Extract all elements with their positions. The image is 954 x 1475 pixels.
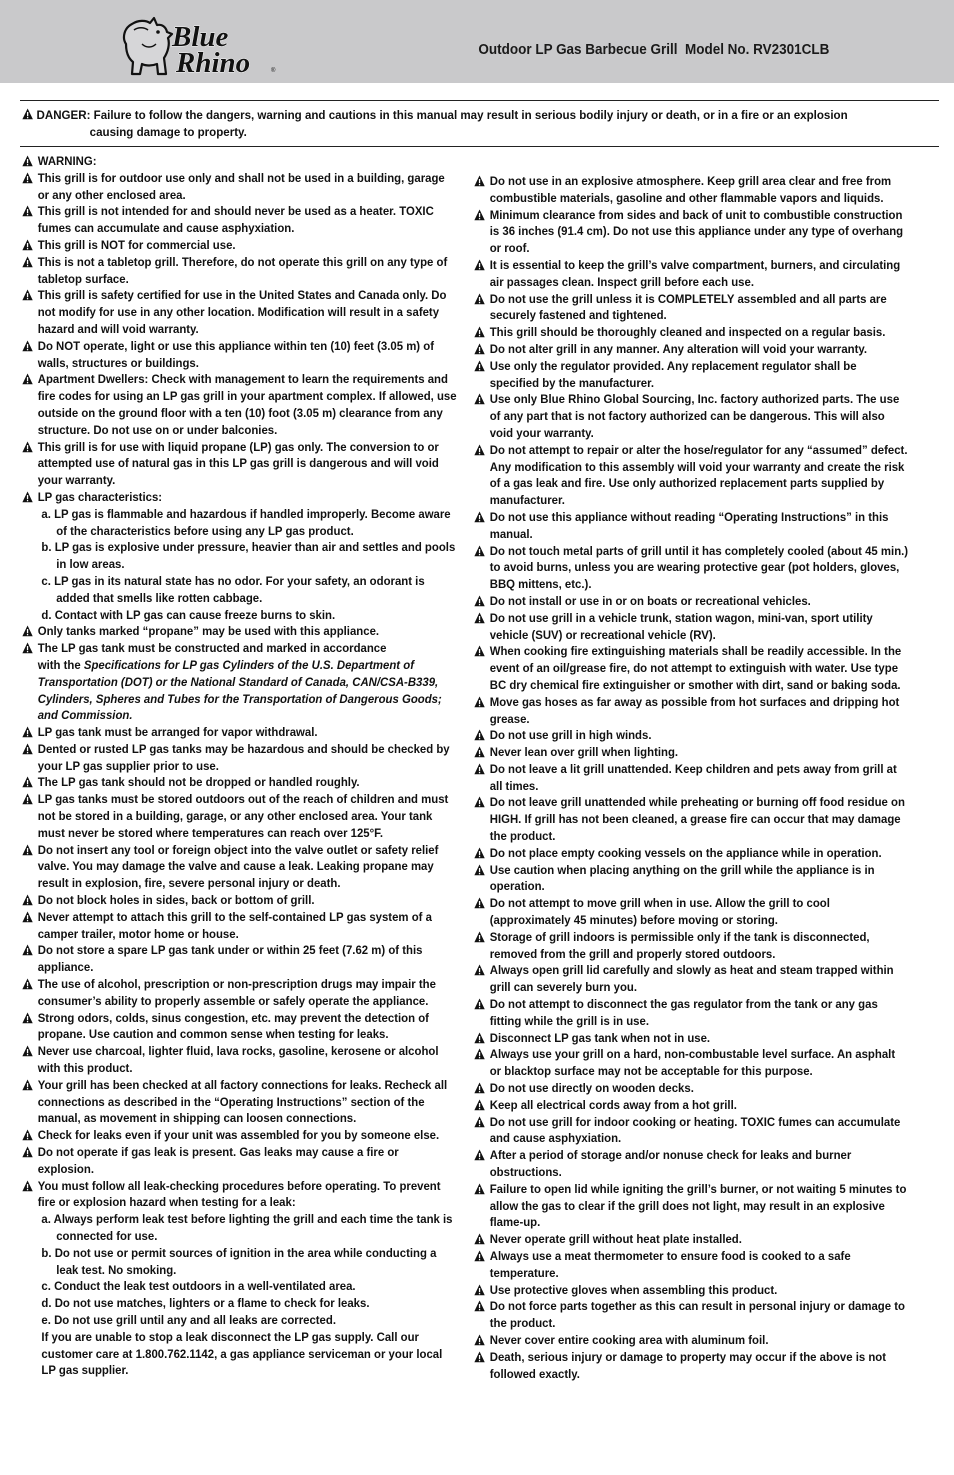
warning-triangle-icon [22,1012,33,1024]
warning-triangle-icon [474,729,485,741]
warning-text: Check for leaks even if your unit was assembled for you by someone else. [37,1128,440,1143]
warning-item [22,237,457,254]
warning-item [22,1127,457,1144]
warning-item [22,1178,457,1212]
warning-triangle-icon [474,1032,485,1044]
warning-triangle-icon [474,1116,485,1128]
warning-triangle-icon [474,696,485,708]
warning-text: Do not use grill in a vehicle trunk, station wagon, mini-van, sport utility vehicle (SUV) or recreational vehicle (RV). [489,610,873,642]
warning-item [474,257,909,291]
warning-item [22,724,457,741]
warning-item [22,942,457,976]
warning-text: Do not install or use in or on boats or recreational vehicles. [489,593,811,608]
warning-item [22,371,457,438]
warning-text: Never attempt to attach this grill to the self-contained LP gas system of a camper trailer, motor home or house. [37,909,432,941]
warning-text: The LP gas tank must be constructed and marked in accordance [37,641,387,656]
warning-text: Do not use in an explosive atmosphere. Keep grill area clear and free from combustible materials, gasoline and other flammable vapors and liquids. [489,174,892,205]
warning-text: Do NOT operate, light or use this appliance within ten (10) feet (3.05 m) of walls, structures or buildings. [37,338,435,370]
warning-item [474,694,909,728]
right-column [474,173,944,1382]
warning-text: Do not force parts together as this can result in personal injury or damage to the product. [489,1299,905,1331]
warning-item [22,1010,457,1044]
warning-text: Do not use grill in high winds. [489,728,652,743]
warning-item [474,1231,909,1248]
warning-triangle-icon [474,293,485,305]
warning-text: Use only the regulator provided. Any replacement regulator shall be specified by the manufacturer. [489,358,857,390]
warning-text: Never cover entire cooking area with aluminum foil. [489,1332,769,1347]
warning-item [22,254,457,288]
warning-triangle-icon [22,844,33,856]
warning-triangle-icon [474,931,485,943]
warning-item [22,909,457,943]
warning-text: Always open grill lid carefully and slowly as heat and steam trapped within grill can severely burn you. [489,963,894,995]
warning-text: Do not place empty cooking vessels on the appliance while in operation. [489,845,882,860]
warning-item [22,892,457,909]
warning-subitem: If you are unable to stop a leak disconnect the LP gas supply. Call our customer care at 1.800.762.1142, a gas appliance serviceman or your local LP gas supplier. [41,1329,443,1378]
warning-item [22,489,457,506]
danger-rest: causing damage to property. [89,125,247,139]
rhino-logo-icon [120,14,280,80]
warning-item [474,1147,909,1181]
warning-triangle-icon [22,1079,33,1091]
warning-item [474,862,909,896]
warning-text: This grill is NOT for commercial use. [37,237,236,252]
warning-text: Do not use the grill unless it is COMPLETELY assembled and all parts are securely fastened and tightened. [489,291,887,323]
warning-text: Do not attempt to move grill when in use. Allow the grill to cool (approximately 45 minutes) before moving or storing. [489,896,830,928]
warning-text: The LP gas tank should not be dropped or handled roughly. [37,775,360,790]
warning-triangle-icon [474,864,485,876]
warning-text: Do not store a spare LP gas tank under or within 25 feet (7.62 m) of this appliance. [37,943,423,975]
warning-text: This grill is safety certified for use in the United States and Canada only. Do not modify for use in any other location. Modification will result in a safety hazard and will void warranty. [37,288,447,336]
warning-item [474,1080,909,1097]
warning-triangle-icon [474,763,485,775]
warning-text: Do not block holes in sides, back or bottom of grill. [37,893,315,908]
warning-text: Do not touch metal parts of grill until it has completely cooled (about 45 min.) to avoid burns, unless you are wearing protective gear (pot holders, gloves, BBQ mittens, etc.). [489,543,909,592]
warning-subitem: e. Do not use grill until any and all leaks are corrected. [41,1312,336,1327]
warning-text: LP gas tank must be arranged for vapor withdrawal. [37,725,318,740]
warning-item [474,509,909,543]
warning-triangle-icon [474,1284,485,1296]
warning-item [474,761,909,795]
warning-triangle-icon [22,155,33,167]
warning-triangle-icon [474,1250,485,1262]
warning-text: Do not leave grill unattended while preheating or burning off food residue on HIGH. If grill has not been cleaned, a grease fire can occur that may damage the product. [489,795,905,844]
warning-item [474,962,909,996]
warning-item [474,341,909,358]
warning-item [474,794,909,844]
page-header [0,0,954,83]
warning-triangle-icon [474,1233,485,1245]
warning-subitem: d. Do not use matches, lighters or a flame to check for leaks. [41,1296,370,1311]
warning-triangle-icon [22,944,33,956]
warning-triangle-icon [474,897,485,909]
warning-text: Always use your grill on a hard, non-combustable level surface. An asphalt or blacktop surface may not be acceptable for this purpose. [489,1047,896,1079]
warning-triangle-icon [474,343,485,355]
warning-triangle-icon [474,847,485,859]
warning-triangle-icon [474,645,485,657]
warning-triangle-icon [474,1048,485,1060]
warning-item [474,727,909,744]
warning-triangle-icon [22,978,33,990]
warning-item [22,338,457,372]
warning-text: Do not alter grill in any manner. Any alteration will void your warranty. [489,341,868,356]
warning-triangle-icon [474,259,485,271]
warning-text: Only tanks marked “propane” may be used with this appliance. [37,624,380,639]
warning-triangle-icon [22,1146,33,1158]
warning-item [474,1097,909,1114]
warning-text: Do not use this appliance without reading “Operating Instructions” in this manual. [489,509,889,541]
warning-triangle-icon [22,491,33,503]
warning-triangle-icon [22,911,33,923]
warning-item [474,1030,909,1047]
warning-item [22,1043,457,1077]
warning-triangle-icon [474,444,485,456]
warning-item [474,1181,909,1231]
warning-item [474,845,909,862]
warning-text: When cooking fire extinguishing materials shall be readily accessible. In the event of an oil/grease fire, do not attempt to extinguish with water. Use type BC dry chemical fire extinguisher or smother with dirt, sand or baking soda. [489,644,902,692]
warning-text: It is essential to keep the grill’s valve compartment, burners, and circulating air passages clean. Inspect grill before each use. [489,257,901,289]
warning-text: Do not attempt to disconnect the gas regulator from the tank or any gas fitting while the grill is in use. [489,997,878,1028]
warning-triangle-icon [22,793,33,805]
warning-item [22,170,457,204]
warning-triangle-icon [474,545,485,557]
warning-subitem: c. Conduct the leak test outdoors in a well-ventilated area. [41,1279,356,1294]
warning-item [22,1077,457,1127]
warning-text: Storage of grill indoors is permissible only if the tank is disconnected, removed from the grill and properly stored outdoors. [489,929,870,961]
brand-line2: Rhino [176,47,251,79]
warning-subitem: c. LP gas in its natural state has no odor. For your safety, an odorant is added that smells like rotten cabbage. [41,573,425,605]
warning-item [474,593,909,610]
warning-text: This grill is for use with liquid propane (LP) gas only. The conversion to or attempted use of natural gas in this LP gas grill is dangerous and will void your warranty. [37,439,439,488]
warning-text: Do not use grill for indoor cooking or heating. TOXIC fumes can accumulate and cause asphyxiation. [489,1114,901,1146]
warning-subitem: a. LP gas is flammable and hazardous if handled improperly. Become aware of the characteristics before using any LP gas product. [41,506,451,538]
warning-item [22,1144,457,1178]
warning-item [474,895,909,929]
spec-lead: with the [37,657,84,672]
warning-triangle-icon [474,360,485,372]
warning-text: Minimum clearance from sides and back of unit to combustible construction is 36 inches (91.4 cm). Do not use this appliance under any type of overhang or roof. [489,207,904,256]
svg-text:®: ® [271,68,276,74]
warning-triangle-icon [474,746,485,758]
warning-text: After a period of storage and/or nonuse check for leaks and burner obstructions. [489,1148,852,1180]
top-divider [20,100,939,101]
warning-triangle-icon [474,511,485,523]
warning-item [22,791,457,841]
warning-item [22,203,457,237]
blue-rhino-logo [120,14,280,80]
warning-item [474,173,909,207]
warning-item [474,1282,909,1299]
warning-item [22,741,457,775]
warning-triangle-icon [22,1180,33,1192]
warning-triangle-icon [474,1183,485,1195]
warning-subitem: a. Always perform leak test before lighting the grill and each time the tank is connected for use. [41,1212,453,1243]
warning-triangle-icon [474,1351,485,1363]
page-title: Outdoor LP Gas Barbecue Grill Model No. RV2301CLB [478,42,829,58]
danger-divider [20,146,939,147]
spec-reference [22,657,457,724]
warning-item [474,291,909,325]
warning-heading [22,153,457,170]
warning-item [474,543,909,593]
warning-triangle-icon [474,612,485,624]
warning-item [474,442,909,509]
warning-text: Keep all electrical cords away from a hot grill. [489,1097,737,1112]
warning-triangle-icon [474,209,485,221]
warning-item [474,207,909,257]
warning-triangle-icon [474,998,485,1010]
warning-text: Do not use directly on wooden decks. [489,1081,694,1096]
warning-item [474,1114,909,1148]
warning-text: Use only Blue Rhino Global Sourcing, Inc. factory authorized parts. The use of any part that is not factory authorized can be dangerous. This will also void your warranty. [489,392,900,440]
warning-triangle-icon [22,340,33,352]
warning-triangle-icon [474,326,485,338]
warning-triangle-icon [474,1099,485,1111]
warning-text: LP gas tanks must be stored outdoors out of the reach of children and must not be stored in a building, garage, or any other enclosed area. Your tank must never be stored where temperatures can reach over 125°F. [37,792,449,840]
warning-item [474,744,909,761]
warning-text: Always use a meat thermometer to ensure food is cooked to a safe temperature. [489,1249,851,1280]
warning-item [474,643,909,693]
warning-item [474,929,909,963]
warning-text: This is not a tabletop grill. Therefore, do not operate this grill on any type of tabletop surface. [37,254,448,286]
warning-triangle-icon [22,726,33,738]
warning-triangle-icon [22,205,33,217]
warning-triangle-icon [22,642,33,654]
warning-text: Strong odors, colds, sinus congestion, etc. may prevent the detection of propane. Use caution and common sense when testing for leaks. [37,1010,429,1042]
warning-triangle-icon [22,894,33,906]
warning-item [22,640,457,657]
warning-triangle-icon [474,1149,485,1161]
warning-text: Death, serious injury or damage to property may occur if the above is not followed exactly. [489,1349,887,1381]
warning-item [22,623,457,640]
warning-triangle-icon [22,743,33,755]
warning-item [474,1248,909,1282]
warning-text: Use caution when placing anything on the grill while the appliance is in operation. [489,862,875,894]
danger-lead: DANGER: Failure to follow the dangers, warning and cautions in this manual may result in serious bodily injury or death, or in a fire or an explosion [36,108,848,122]
warning-text: Do not operate if gas leak is present. Gas leaks may cause a fire or explosion. [37,1145,399,1176]
warning-text: Never operate grill without heat plate installed. [489,1232,742,1247]
warning-subitem: b. Do not use or permit sources of ignition in the area while conducting a leak test. No smoking. [41,1245,437,1277]
warning-text: This grill is not intended for and should never be used as a heater. TOXIC fumes can accumulate and cause asphyxiation. [37,204,434,236]
brand-line1: Blue [172,21,229,53]
warning-text: Do not attempt to repair or alter the hose/regulator for any “assumed” defect. Any modification to this assembly will void your warranty and create the risk of a gas leak and fire. Use only authorized replacement parts supplied by manufacturer. [489,442,908,508]
warning-triangle-icon [22,239,33,251]
warning-triangle-icon [474,964,485,976]
warning-item [22,774,457,791]
warning-triangle-icon [474,175,485,187]
warning-item [474,996,909,1030]
warning-text: Use protective gloves when assembling this product. [489,1282,778,1297]
warning-item [474,1349,909,1383]
warning-triangle-icon [22,441,33,453]
warning-triangle-icon [474,1300,485,1312]
warning-text: This grill should be thoroughly cleaned and inspected on a regular basis. [489,325,886,340]
warning-triangle-icon [22,776,33,788]
warning-triangle-icon [474,1082,485,1094]
warning-triangle-icon [474,393,485,405]
warning-text: Dented or rusted LP gas tanks may be hazardous and should be checked by your LP gas supplier prior to use. [37,741,450,773]
warning-item [22,439,457,489]
warning-triangle-icon [474,1334,485,1346]
warning-text: Failure to open lid while igniting the grill’s burner, or not waiting 5 minutes to allow the gas to clear if the grill does not light, may result in an explosive flame-up. [489,1181,907,1230]
warning-text: You must follow all leak-checking procedures before operating. To prevent fire or explosion hazard when testing for a leak: [37,1178,441,1210]
warning-triangle-icon [22,625,33,637]
warning-triangle-icon [22,1129,33,1141]
warning-triangle-icon [22,373,33,385]
warning-item [474,391,909,441]
warning-text: The use of alcohol, prescription or non-prescription drugs may impair the consumer’s ability to properly assemble or safely operate the appliance. [37,977,436,1008]
warning-text: This grill is for outdoor use only and shall not be used in a building, garage or any other enclosed area. [37,170,445,202]
warning-text: Apartment Dwellers: Check with management to learn the requirements and fire codes for using an LP gas grill in your apartment complex. If allowed, use outside on the ground floor with a ten (10) foot (3.05 m) clearance from any structure. Do not use on or under balconies. [37,372,457,437]
warning-text: Never lean over grill when lighting. [489,745,679,760]
warning-text: Disconnect LP gas tank when not in use. [489,1030,711,1045]
warning-item [22,842,457,892]
warning-subitem: b. LP gas is explosive under pressure, heavier than air and settles and pools in low areas. [41,540,456,572]
warning-subitem: d. Contact with LP gas can cause freeze burns to skin. [41,607,336,622]
warning-text: LP gas characteristics: [37,489,163,504]
warning-text: WARNING: [37,154,97,168]
danger-notice [22,107,868,141]
spec-citation: Specifications for LP gas Cylinders of the U.S. Department of Transportation (DOT) or the National Standard of Canada, CAN/CSA-B339, Cylinders, Spheres and Tubes for the Transportation of Dangerous Goods; and Commission. [37,657,442,723]
warning-text: Your grill has been checked at all factory connections for leaks. Recheck all connections as described in the “Operating Instructions” section of the manual, as movement in shipping can loosen connections. [37,1077,448,1126]
warning-text: Move gas hoses as far away as possible from hot surfaces and dripping hot grease. [489,694,900,726]
warning-triangle-icon [22,108,33,122]
warning-text: Never use charcoal, lighter fluid, lava rocks, gasoline, kerosene or alcohol with this product. [37,1044,439,1076]
warning-item [22,976,457,1010]
warning-item [474,324,909,341]
warning-item [474,610,909,644]
warning-triangle-icon [474,595,485,607]
warning-text: Do not leave a lit grill unattended. Keep children and pets away from grill at all times. [489,761,897,793]
warning-text: Do not insert any tool or foreign object into the valve outlet or safety relief valve. You may damage the valve and cause a leak. Leaking propane may result in explosion, fire, severe personal injury or death. [37,842,439,891]
warning-triangle-icon [22,289,33,301]
left-column [22,153,492,1379]
warning-item [474,358,909,392]
warning-item [474,1332,909,1349]
warning-triangle-icon [22,256,33,268]
warning-item [22,287,457,337]
warning-triangle-icon [22,172,33,184]
warning-item [474,1046,909,1080]
warning-triangle-icon [22,1045,33,1057]
warning-triangle-icon [474,796,485,808]
warning-item [474,1298,909,1332]
